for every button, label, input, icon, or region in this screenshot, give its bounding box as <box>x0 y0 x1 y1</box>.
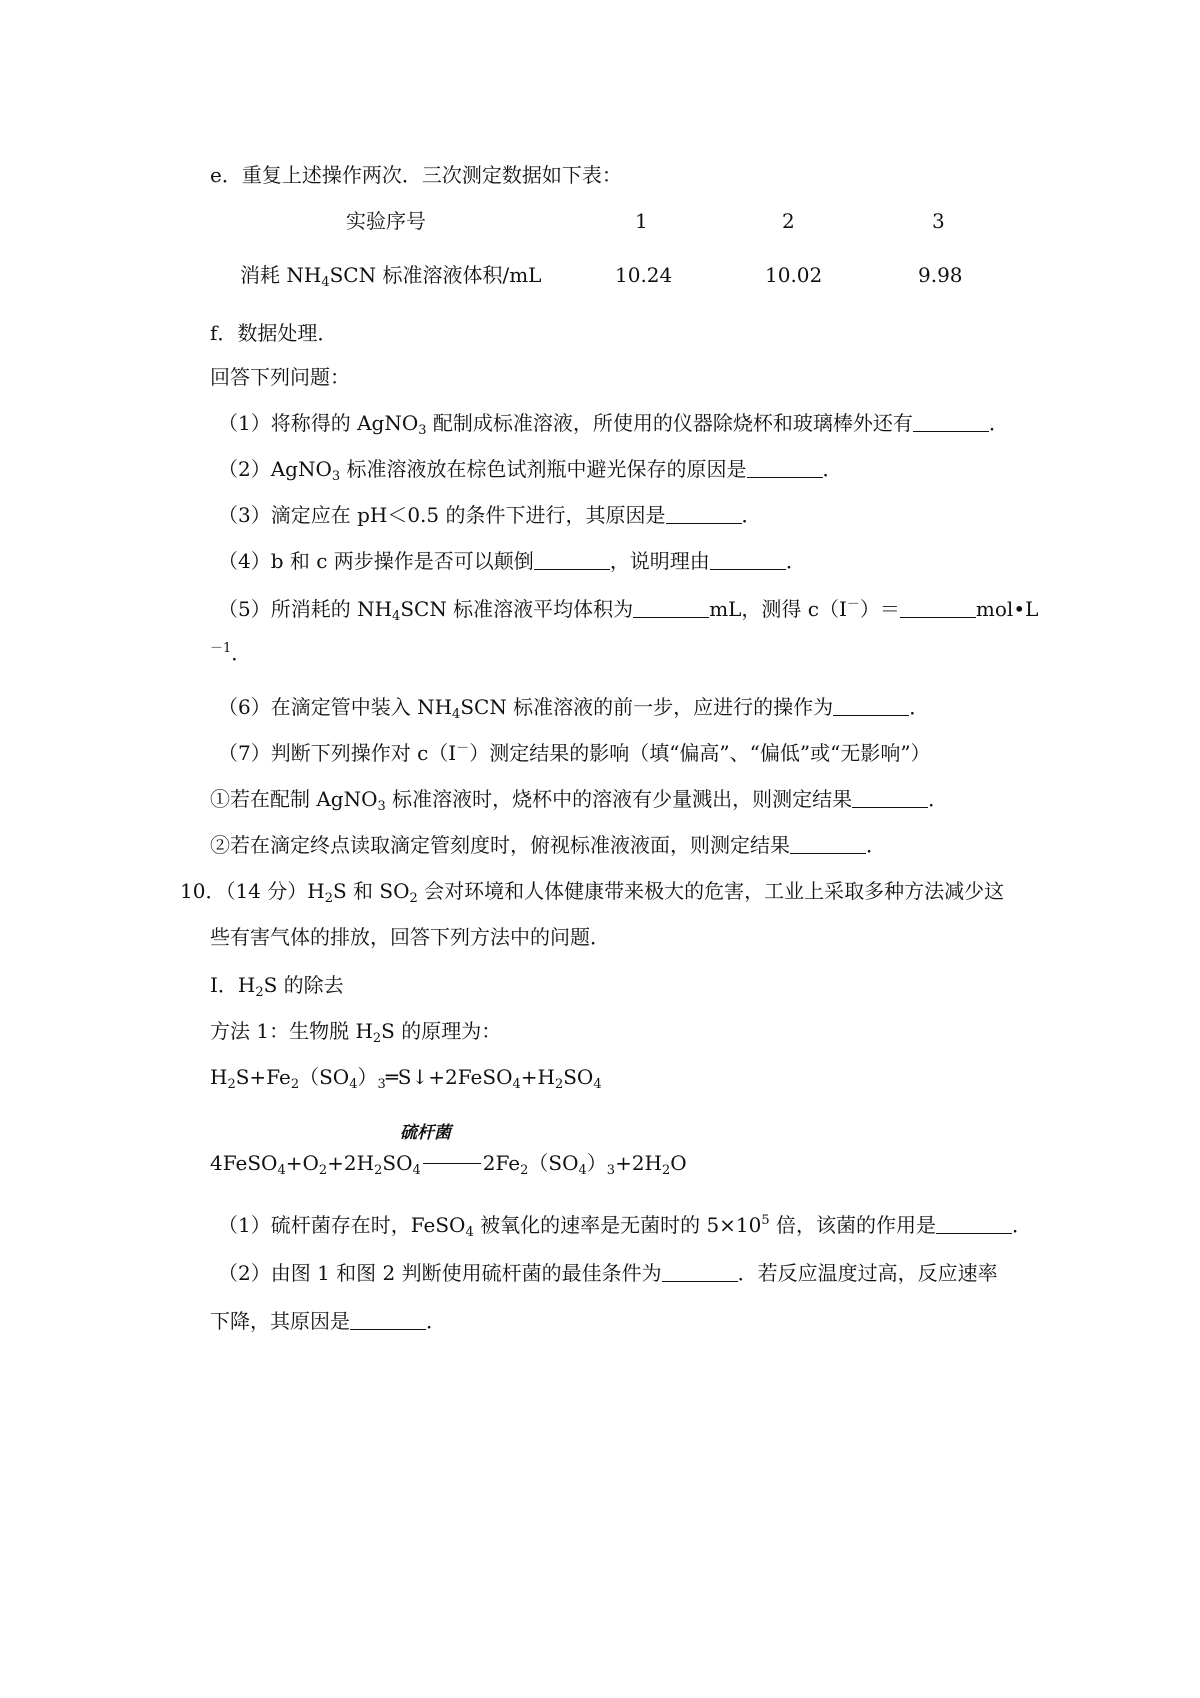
answer-blank[interactable] <box>833 697 909 716</box>
equation-1: $H_2S+Fe_2(SO_4)_3═S↓+2FeSO_4+H_2SO_4$ <box>210 1065 602 1092</box>
problem-10-question-1: （1）硫杆菌存在时，FeSO$_4$ 被氧化的速率是无菌时的 $5\times 10^5$ 倍，该菌的作用是 ． <box>218 1213 1033 1240</box>
question-5-continued: $^{-1}$． <box>210 641 252 665</box>
answer-blank[interactable] <box>633 599 709 618</box>
answer-blank[interactable] <box>913 413 989 432</box>
reaction-arrow <box>423 1163 481 1164</box>
question-7a: ①若在配制 AgNO$_3$ 标准溶液时，烧杯中的溶液有少量溅出，则测定结果 ． <box>210 787 949 814</box>
table-value-1: 10.24 <box>615 263 673 287</box>
problem-10-question-2-line2: 下降，其原因是 ． <box>210 1309 446 1333</box>
table-header-label: 实验序号 <box>346 209 426 233</box>
table-trial-3: 3 <box>932 209 945 233</box>
catalyst-label: 硫杆菌 <box>400 1123 451 1143</box>
table-value-2: 10.02 <box>765 263 823 287</box>
answer-blank[interactable] <box>662 1263 738 1282</box>
table-value-3: 9.98 <box>918 263 963 287</box>
answer-blank[interactable] <box>900 599 976 618</box>
question-4: （4）b 和 c 两步操作是否可以颠倒 ，说明理由 ． <box>218 549 806 573</box>
table-trial-2: 2 <box>782 209 795 233</box>
answer-blank[interactable] <box>666 505 742 524</box>
question-3: （3）滴定应在 pH＜0.5 的条件下进行，其原因是 ． <box>218 503 762 527</box>
answer-blank[interactable] <box>790 835 866 854</box>
question-5: （5）所消耗的 $NH_4SCN$ 标准溶液平均体积为 mL，测得 c（I－）＝ mol•L <box>218 597 1039 624</box>
question-6: （6）在滴定管中装入 $NH_4SCN$ 标准溶液的前一步，应进行的操作为 ． <box>218 695 930 722</box>
problem-10-question-2: （2）由图 1 和图 2 判断使用硫杆菌的最佳条件为 ．若反应温度过高，反应速率 <box>218 1261 998 1285</box>
problem-10-line2: 些有害气体的排放，回答下列方法中的问题． <box>210 925 610 949</box>
answer-blank[interactable] <box>852 789 928 808</box>
equation-2: $4FeSO_4+O_2+2H_2SO_4$ $2Fe_2(SO_4)_3+2H_2O$ <box>210 1151 687 1178</box>
step-e: e．重复上述操作两次．三次测定数据如下表： <box>210 163 622 187</box>
answer-blank[interactable] <box>710 551 786 570</box>
question-7: （7）判断下列操作对 c（I－）测定结果的影响（填“偏高”、“偏低”或“无影响”） <box>218 741 931 765</box>
table-trial-1: 1 <box>635 209 648 233</box>
table-row-label: 消耗 $NH_4SCN$ 标准溶液体积/mL <box>240 263 542 290</box>
answer-blank[interactable] <box>350 1311 426 1330</box>
question-7b: ②若在滴定终点读取滴定管刻度时，俯视标准液液面，则测定结果 ． <box>210 833 886 857</box>
section-heading-1: Ⅰ．$H_2S$ 的除去 <box>210 973 344 1000</box>
answer-blank[interactable] <box>747 459 823 478</box>
answer-intro: 回答下列问题： <box>210 365 350 389</box>
problem-10: 10．（14 分）$H_2S$ 和 $SO_2$ 会对环境和人体健康带来极大的危害，工业上采取多种方法减少这 <box>180 879 1005 906</box>
question-2: （2）AgNO$_3$ 标准溶液放在棕色试剂瓶中避光保存的原因是 ． <box>218 457 843 484</box>
answer-blank[interactable] <box>534 551 610 570</box>
step-f: f．数据处理． <box>210 321 338 345</box>
answer-blank[interactable] <box>936 1215 1012 1234</box>
method-1: 方法 1：生物脱 $H_2S$ 的原理为： <box>210 1019 502 1046</box>
question-1: （1）将称得的 AgNO$_3$ 配制成标准溶液，所使用的仪器除烧杯和玻璃棒外还有 ． <box>218 411 1009 438</box>
